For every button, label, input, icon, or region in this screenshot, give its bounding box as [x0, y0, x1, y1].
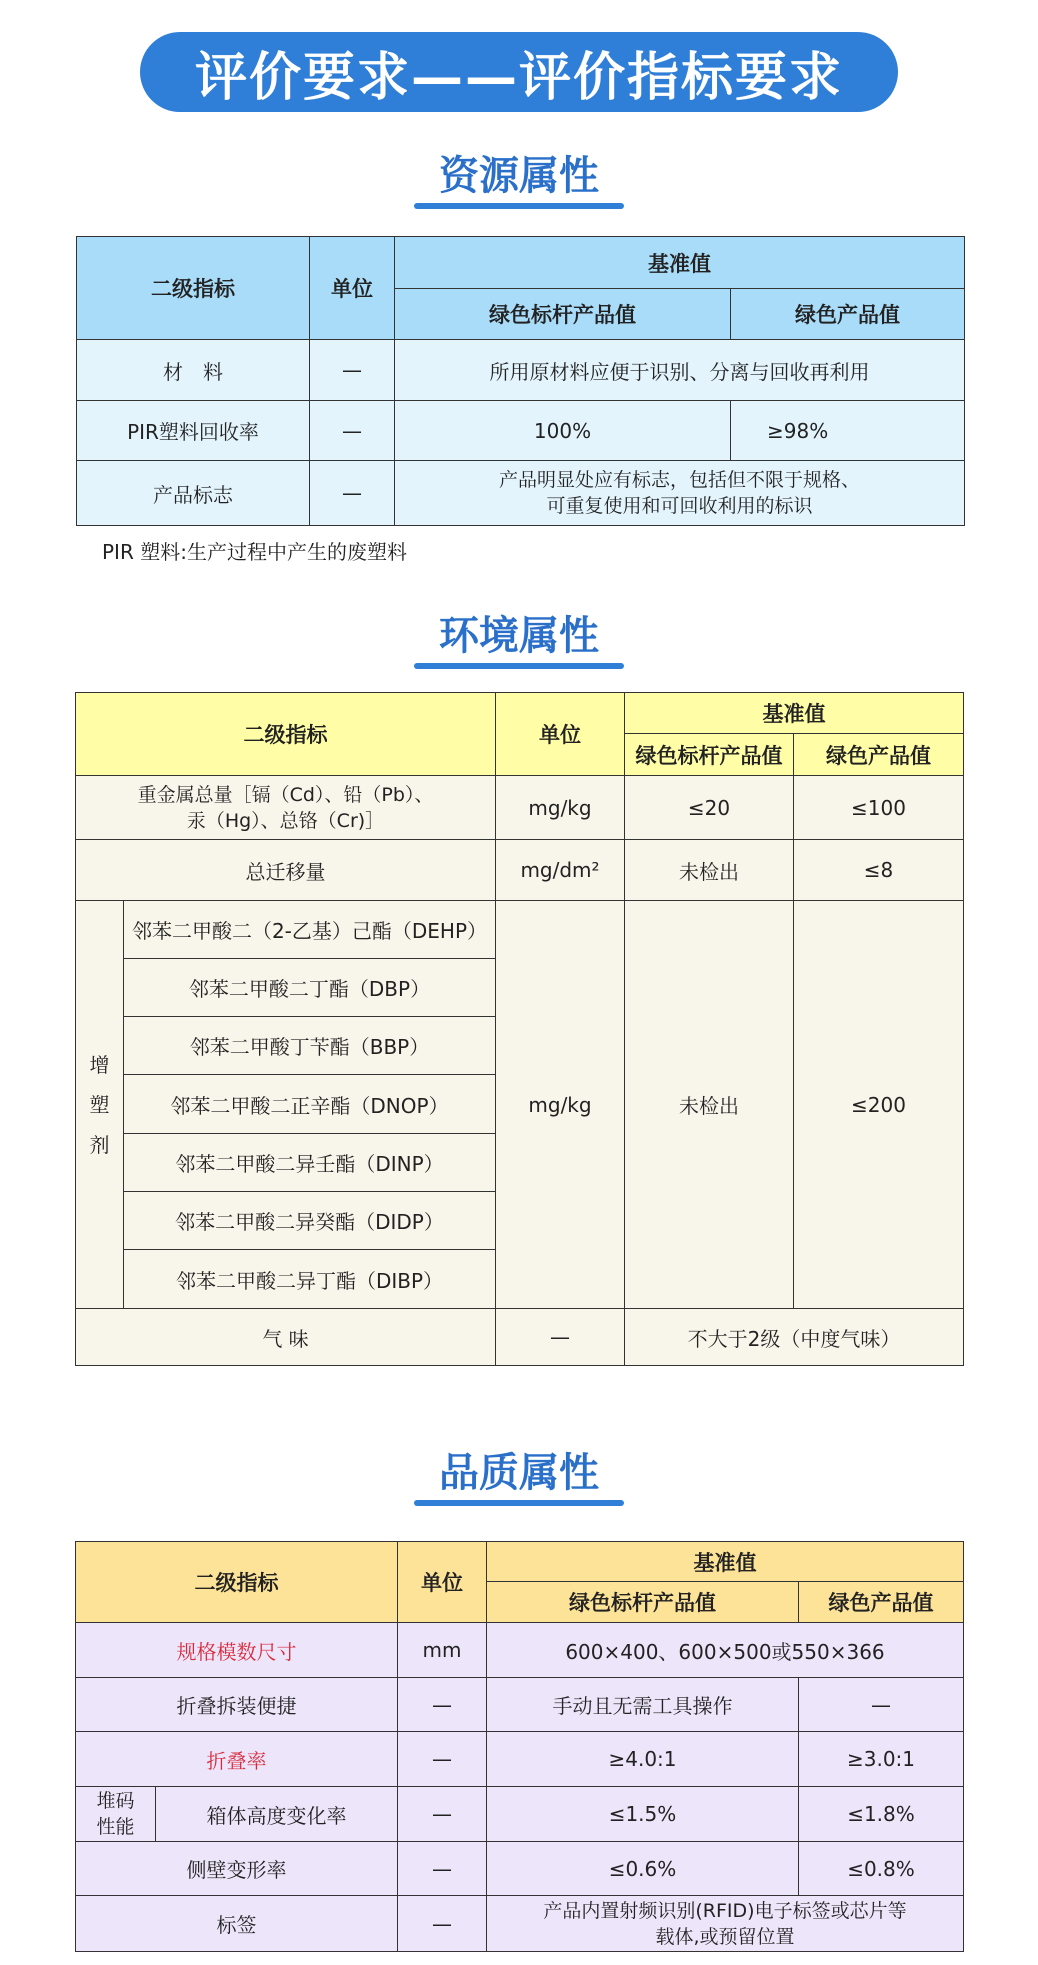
row-value-line2: 可重复使用和可回收利用的标识	[546, 495, 813, 517]
table-row	[76, 840, 964, 901]
header-indicator: 二级指标	[76, 693, 496, 776]
plasticizer-item: 邻苯二甲酸二丁酯（DBP）	[124, 959, 496, 1017]
row-unit: —	[310, 461, 395, 526]
odor-unit: —	[496, 1309, 625, 1366]
banner-title: 评价要求——评价指标要求	[194, 47, 843, 108]
row-name: PIR塑料回收率	[77, 401, 310, 461]
heavy-metal-unit: mg/kg	[496, 776, 625, 840]
header-baseline: 基准值	[487, 1542, 964, 1582]
environment-table	[75, 692, 964, 1366]
header-green: 绿色产品值	[799, 1582, 964, 1623]
folding-green: —	[799, 1678, 964, 1732]
heavy-metal-line1: 重金属总量［镉（Cd）、铅（Pb）、	[137, 783, 434, 806]
header-unit: 单位	[398, 1542, 487, 1623]
row-name: 材 料	[77, 340, 310, 401]
row-value: 所用原材料应便于识别、分离与回收再利用	[395, 340, 965, 401]
header-green: 绿色产品值	[731, 289, 965, 340]
table-row	[76, 1732, 964, 1787]
sidewall-name: 侧壁变形率	[76, 1842, 398, 1896]
size-unit: mm	[398, 1623, 487, 1678]
table-row	[77, 461, 965, 526]
label-value-line1: 产品内置射频识别(RFID)电子标签或芯片等	[543, 1899, 907, 1922]
header-indicator: 二级指标	[77, 237, 310, 340]
heavy-metal-line2: 汞（Hg）、总铬（Cr)］	[186, 809, 385, 832]
label-unit: —	[398, 1896, 487, 1952]
stacking-name: 箱体高度变化率	[156, 1787, 398, 1842]
header-baseline: 基准值	[395, 237, 965, 289]
stacking-group-line1: 堆码	[96, 1790, 135, 1812]
sidewall-benchmark: ≤0.6%	[487, 1842, 799, 1896]
environment-section-title: 环境属性	[439, 613, 599, 659]
row-value-line1: 产品明显处应有标志，包括但不限于规格、	[498, 469, 860, 491]
quality-section-title: 品质属性	[439, 1450, 599, 1496]
fold-rate-unit: —	[398, 1732, 487, 1787]
plasticizer-green: ≤200	[794, 901, 964, 1309]
plasticizer-item: 邻苯二甲酸二异壬酯（DINP）	[124, 1134, 496, 1192]
heavy-metal-name	[76, 776, 496, 840]
header-benchmark: 绿色标杆产品值	[487, 1582, 799, 1623]
row-value	[395, 461, 965, 526]
table-row	[76, 1678, 964, 1732]
table-row	[77, 401, 965, 461]
pir-footnote: PIR 塑料:生产过程中产生的废塑料	[102, 540, 407, 564]
stacking-group-line2: 性能	[96, 1816, 135, 1838]
header-benchmark: 绿色标杆产品值	[625, 734, 794, 776]
folding-unit: —	[398, 1678, 487, 1732]
row-unit: —	[310, 340, 395, 401]
sidewall-green: ≤0.8%	[799, 1842, 964, 1896]
odor-value: 不大于2级（中度气味）	[625, 1309, 964, 1366]
quality-title-underline	[414, 1500, 624, 1506]
plasticizer-benchmark: 未检出	[625, 901, 794, 1309]
plasticizer-group-label	[76, 901, 124, 1309]
plasticizer-unit: mg/kg	[496, 901, 625, 1309]
header-unit: 单位	[310, 237, 395, 340]
fold-rate-name: 折叠率	[76, 1732, 398, 1787]
stacking-benchmark: ≤1.5%	[487, 1787, 799, 1842]
row-name: 产品标志	[77, 461, 310, 526]
migration-name: 总迁移量	[76, 840, 496, 901]
plasticizer-item: 邻苯二甲酸二异癸酯（DIDP）	[124, 1192, 496, 1250]
header-baseline: 基准值	[625, 693, 964, 734]
folding-name: 折叠拆装便捷	[76, 1678, 398, 1732]
table-row	[76, 1623, 964, 1678]
heavy-metal-benchmark: ≤20	[625, 776, 794, 840]
header-indicator: 二级指标	[76, 1542, 398, 1623]
label-name: 标签	[76, 1896, 398, 1952]
plasticizer-item: 邻苯二甲酸丁苄酯（BBP）	[124, 1017, 496, 1075]
table-row	[76, 1787, 964, 1842]
resource-table	[76, 236, 965, 526]
plasticizer-item: 邻苯二甲酸二正辛酯（DNOP）	[124, 1075, 496, 1134]
size-value: 600×400、600×500或550×366	[487, 1623, 964, 1678]
plasticizer-item: 邻苯二甲酸二异丁酯（DIBP）	[124, 1250, 496, 1309]
plasticizer-char-3: 剂	[89, 1132, 110, 1157]
migration-benchmark: 未检出	[625, 840, 794, 901]
quality-table	[75, 1541, 964, 1952]
stacking-green: ≤1.8%	[799, 1787, 964, 1842]
fold-rate-benchmark: ≥4.0:1	[487, 1732, 799, 1787]
page-banner	[140, 32, 898, 112]
table-row	[77, 340, 965, 401]
sidewall-unit: —	[398, 1842, 487, 1896]
migration-green: ≤8	[794, 840, 964, 901]
table-row	[76, 776, 964, 840]
stacking-group-label	[76, 1787, 156, 1842]
resource-section-title: 资源属性	[439, 153, 599, 199]
row-benchmark: 100%	[395, 401, 731, 461]
row-unit: —	[310, 401, 395, 461]
plasticizer-char-1: 增	[89, 1052, 110, 1077]
migration-unit: mg/dm²	[496, 840, 625, 901]
odor-name: 气 味	[76, 1309, 496, 1366]
plasticizer-char-2: 塑	[89, 1092, 110, 1117]
table-row	[76, 901, 964, 959]
environment-title-underline	[414, 663, 624, 669]
label-value-line2: 载体,或预留位置	[655, 1925, 795, 1948]
header-benchmark: 绿色标杆产品值	[395, 289, 731, 340]
label-value	[487, 1896, 964, 1952]
table-row	[76, 1896, 964, 1952]
resource-title-underline	[414, 203, 624, 209]
header-unit: 单位	[496, 693, 625, 776]
table-row	[76, 1842, 964, 1896]
row-green: ≥98%	[731, 401, 965, 461]
plasticizer-item: 邻苯二甲酸二（2-乙基）己酯（DEHP）	[124, 901, 496, 959]
header-green: 绿色产品值	[794, 734, 964, 776]
table-row	[76, 1309, 964, 1366]
size-name: 规格模数尺寸	[76, 1623, 398, 1678]
heavy-metal-green: ≤100	[794, 776, 964, 840]
folding-benchmark: 手动且无需工具操作	[487, 1678, 799, 1732]
stacking-unit: —	[398, 1787, 487, 1842]
fold-rate-green: ≥3.0:1	[799, 1732, 964, 1787]
